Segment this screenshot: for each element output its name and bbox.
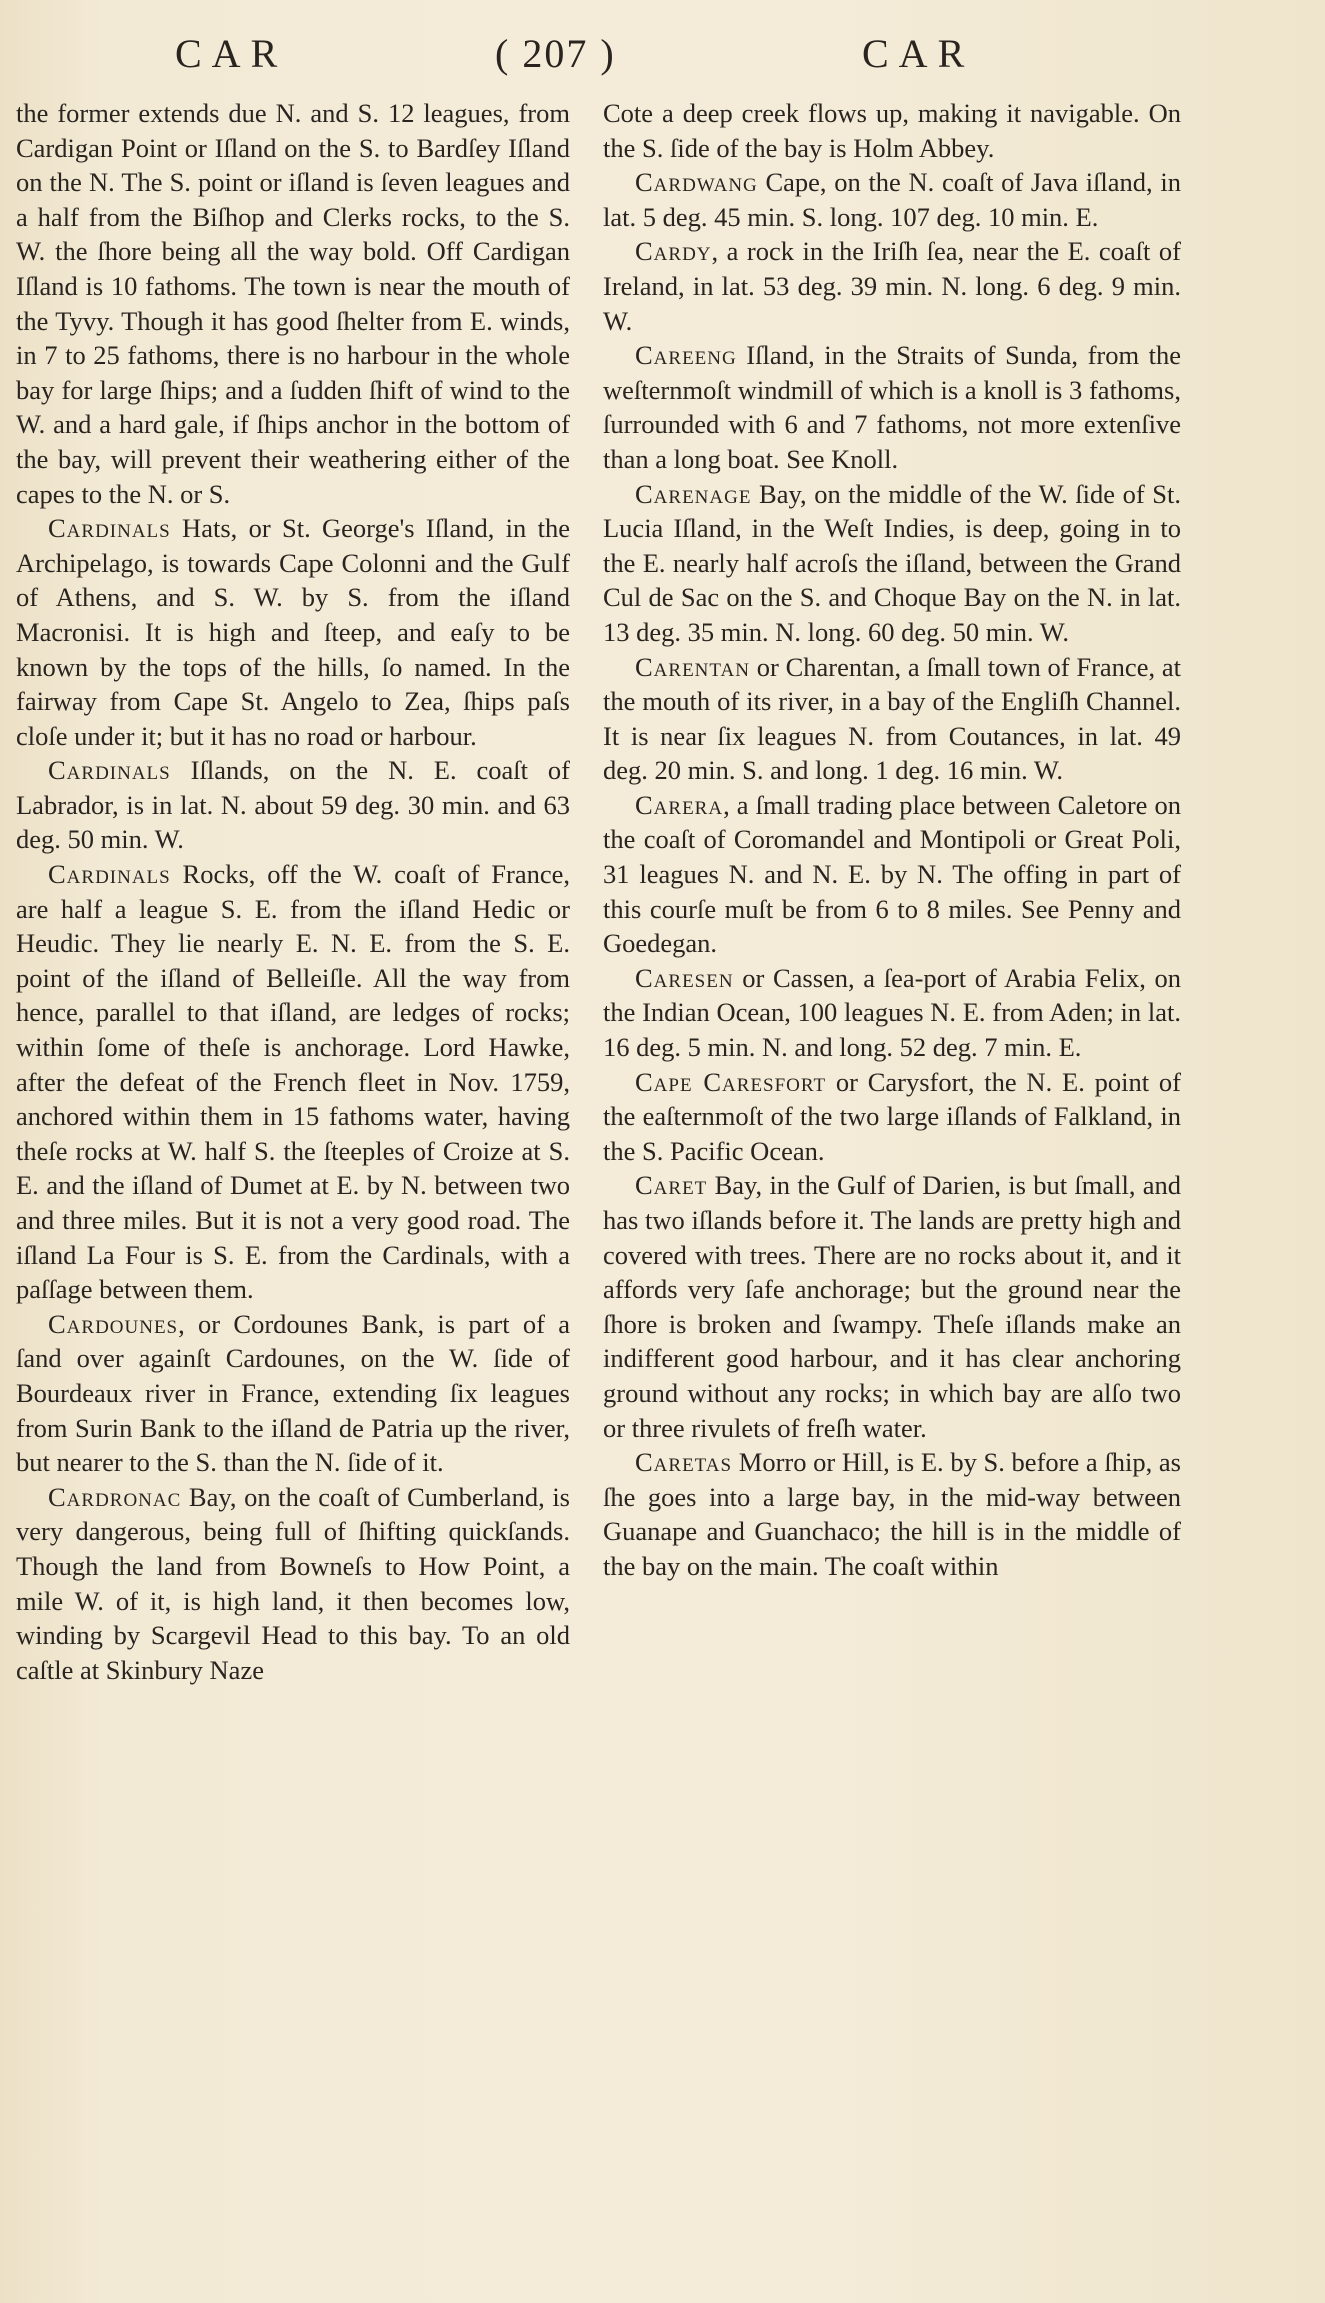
entry-headword: Carera (635, 789, 724, 820)
header-right-word: CAR (862, 31, 975, 76)
entry-headword: Cardinals (48, 513, 171, 544)
entry-headword: Carentan (635, 651, 750, 682)
entry: Caresen or Cassen, a ſea-port of Arabia Felix, on the Indian Ocean, 100 leagues N. E. from Aden; in lat. 16 deg. 5 min. N. and long. 52 deg. 7 min. E. (603, 962, 1181, 1063)
running-header (0, 30, 1325, 90)
entry: Caret Bay, in the Gulf of Darien, is but ſmall, and has two iſlands before it. The lands are pretty high and covered with trees. There are no rocks about it, and it affords very ſafe anchorage; but the ground near the ſhore is broken and ſwampy. Theſe iſlands make an indifferent good harbour, and it has clear anchoring ground without any rocks; in which bay are alſo two or three rivulets of freſh water. (603, 1170, 1181, 1443)
entry: Carentan or Charentan, a ſmall town of France, at the mouth of its river, in a bay of the Engliſh Channel. It is near ſix leagues N. from Coutances, in lat. 49 deg. 20 min. S. and long. 1 deg. 16 min. W. (603, 651, 1181, 786)
entry-headword: Cardronac (48, 1481, 182, 1512)
page-number: ( 207 ) (495, 31, 616, 76)
entry-headword: Caret (635, 1170, 708, 1201)
entry-headword: Carenage (635, 478, 752, 509)
entry: Cardy, a rock in the Iriſh ſea, near the E. coaſt of Ireland, in lat. 53 deg. 39 min. N. long. 6 deg. 9 min. W. (603, 236, 1181, 336)
entry-headword: Cardounes (48, 1308, 179, 1339)
left-column (16, 96, 570, 1687)
entry: Cardronac Bay, on the coaſt of Cumberland, is very dangerous, being full of ſhifting quickſands. Though the land from Bowneſs to How Point, a mile W. of it, is high land, it then becomes low, winding by Scargevil Head to this bay. To an old caſtle at Skinbury Naze (16, 1481, 570, 1685)
entry-headword: Cardinals (48, 859, 171, 890)
entry: Carera, a ſmall trading place between Caletore on the coaſt of Coromandel and Montipoli or Great Poli, 31 leagues N. and N. E. by N. The offing in part of this courſe muſt be from 6 to 8 miles. See Penny and Goedegan. (603, 789, 1181, 959)
header-left-word: CAR (175, 31, 288, 76)
entry: Cardinals Rocks, off the W. coaſt of France, are half a league S. E. from the iſland Hedic or Heudic. They lie nearly E. N. E. from the S. E. point of the iſland of Belleiſle. All the way from hence, parallel to that iſland, are ledges of rocks; within ſome of theſe is anchorage. Lord Hawke, after the defeat of the French fleet in Nov. 1759, anchored within them in 15 fathoms water, having theſe rocks at W. half S. the ſteeples of Croize at S. E. and the iſland of Dumet at E. by N. between two and three miles. But it is not a very good road. The iſland La Four is S. E. from the Cardinals, with a paſſage between them. (16, 859, 570, 1305)
entry-headword: Caretas (635, 1447, 733, 1478)
entry-headword: Cardwang (635, 167, 758, 198)
entry-headword: Careeng (635, 340, 737, 371)
entry: Cardwang Cape, on the N. coaſt of Java iſland, in lat. 5 deg. 45 min. S. long. 107 deg. 10 min. E. (603, 167, 1181, 232)
entry: Cardinals Hats, or St. George's Iſland, in the Archipelago, is towards Cape Colonni and the Gulf of Athens, and S. W. by S. from the iſland Macronisi. It is high and ſteep, and eaſy to be known by the tops of the hills, ſo named. In the fairway from Cape St. Angelo to Zea, ſhips paſs cloſe under it; but it has no road or harbour. (16, 513, 570, 751)
entry: the former extends due N. and S. 12 leagues, from Cardigan Point or Iſland on the S. to Bardſey Iſland on the N. The S. point or iſland is ſeven leagues and a half from the Biſhop and Clerks rocks, to the S. W. the ſhore being all the way bold. Off Cardigan Iſland is 10 fathoms. The town is near the mouth of the Tyvy. Though it has good ſhelter from E. winds, in 7 to 25 fathoms, there is no harbour in the whole bay for large ſhips; and a ſudden ſhift of wind to the W. and a hard gale, if ſhips anchor in the bottom of the bay, will prevent their weathering either of the capes to the N. or S. (16, 98, 570, 509)
entry-headword: Cardy (635, 236, 712, 267)
entry: Carenage Bay, on the middle of the W. ſide of St. Lucia Iſland, in the Weſt Indies, is deep, going in to the E. nearly half acroſs the iſland, between the Grand Cul de Sac on the S. and Choque Bay on the N. in lat. 13 deg. 35 min. N. long. 60 deg. 50 min. W. (603, 478, 1181, 647)
right-column (603, 96, 1181, 1584)
entry: Cape Caresfort or Carysfort, the N. E. point of the eaſternmoſt of the two large iſlands of Falkland, in the S. Pacific Ocean. (603, 1066, 1181, 1166)
entry-headword: Caresen (635, 962, 734, 993)
entry: Careeng Iſland, in the Straits of Sunda, from the weſternmoſt windmill of which is a knoll is 3 fathoms, ſurrounded with 6 and 7 fathoms, not more extenſive than a long boat. See Knoll. (603, 340, 1181, 474)
entry: Caretas Morro or Hill, is E. by S. before a ſhip, as ſhe goes into a large bay, in the mid-way between Guanape and Guanchaco; the hill is in the middle of the bay on the main. The coaſt within (603, 1447, 1181, 1581)
entry-headword: Cape Caresfort (635, 1066, 827, 1097)
entry: Cote a deep creek flows up, making it navigable. On the S. ſide of the bay is Holm Abbey. (603, 98, 1181, 163)
entry: Cardinals Iſlands, on the N. E. coaſt of Labrador, is in lat. N. about 59 deg. 30 min. and 63 deg. 50 min. W. (16, 755, 570, 855)
entry: Cardounes, or Cordounes Bank, is part of a ſand over againſt Cardounes, on the W. ſide of Bourdeaux river in France, extending ſix leagues from Surin Bank to the iſland de Patria up the river, but nearer to the S. than the N. ſide of it. (16, 1308, 570, 1478)
entry-headword: Cardinals (48, 755, 171, 786)
